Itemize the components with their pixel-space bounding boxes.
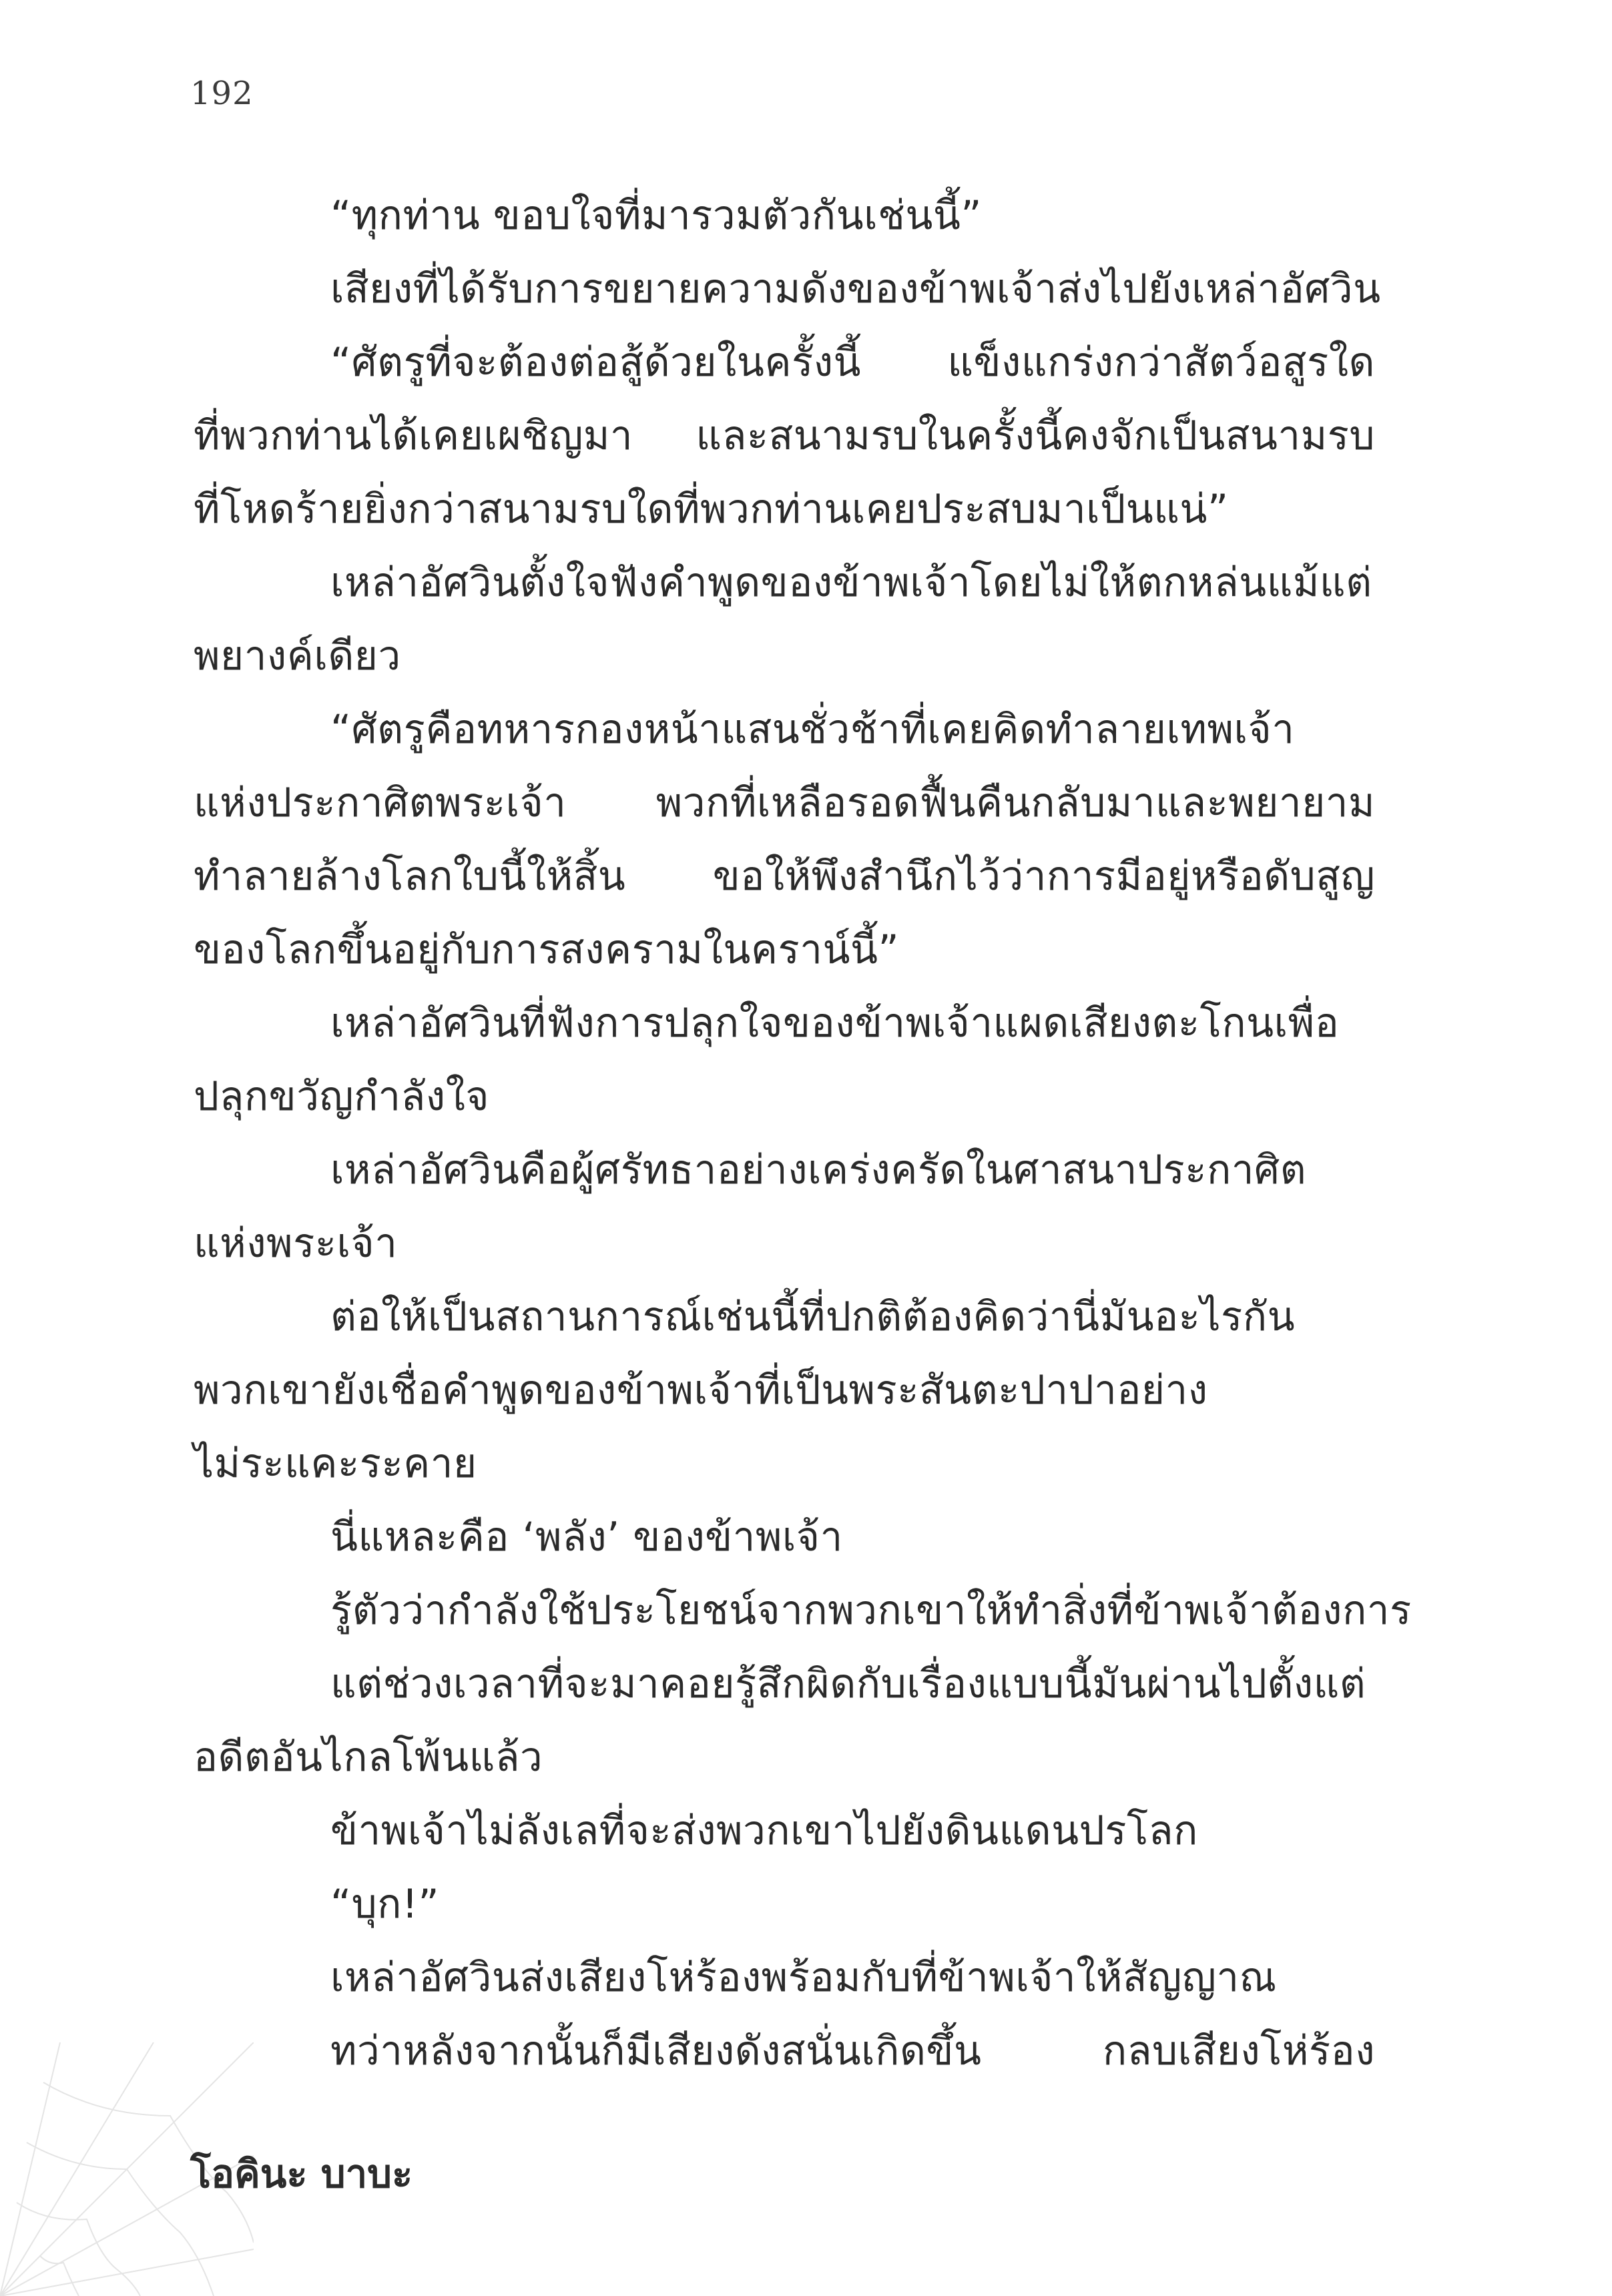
text-line: ของโลกขึ้นอยู่กับการสงครามในคราน์นี้” [194, 926, 900, 973]
text-line: พยางค์เดียว [194, 633, 401, 679]
text-line: พวกเขายังเชื่อคำพูดของข้าพเจ้าที่เป็นพระสันตะปาปาอย่าง [194, 1367, 1208, 1414]
text-line: ต่อให้เป็นสถานการณ์เช่นนี้ที่ปกติต้องคิดว่านี่มันอะไรกัน [330, 1294, 1296, 1340]
text-line: ไม่ระแคะระคาย [194, 1440, 477, 1487]
text-line: ที่โหดร้ายยิ่งกว่าสนามรบใดที่พวกท่านเคยประสบมาเป็นแน่” [194, 486, 1229, 533]
text-line: แห่งประกาศิตพระเจ้า พวกที่เหลือรอดฟื้นคืนกลับมาและพยายาม [194, 780, 1375, 826]
text-line: แต่ช่วงเวลาที่จะมาคอยรู้สึกผิดกับเรื่องแบบนี้มันผ่านไปตั้งแต่ [330, 1661, 1366, 1707]
text-line: เหล่าอัศวินตั้งใจฟังคำพูดของข้าพเจ้าโดยไม่ให้ตกหล่นแม้แต่ [330, 559, 1372, 606]
text-line: “ทุกท่าน ขอบใจที่มารวมตัวกันเช่นนี้” [330, 192, 982, 239]
text-line: “บุก!” [330, 1881, 440, 1928]
text-line: แห่งพระเจ้า [194, 1220, 398, 1267]
text-line: ทำลายล้างโลกใบนี้ให้สิ้น ขอให้พึงสำนึกไว้ว่าการมีอยู่หรือดับสูญ [194, 853, 1375, 900]
text-line: ทว่าหลังจากนั้นก็มีเสียงดังสนั่นเกิดขึ้น กลบเสียงโห่ร้อง [330, 2028, 1375, 2074]
text-line: เหล่าอัศวินส่งเสียงโห่ร้องพร้อมกับที่ข้าพเจ้าให้สัญญาณ [330, 1954, 1277, 2001]
text-line: ข้าพเจ้าไม่ลังเลที่จะส่งพวกเขาไปยังดินแดนปรโลก [330, 1807, 1198, 1854]
text-line: เหล่าอัศวินที่ฟังการปลุกใจของข้าพเจ้าแผดเสียงตะโกนเพื่อ [330, 1000, 1340, 1047]
text-line: รู้ตัวว่ากำลังใช้ประโยชน์จากพวกเขาให้ทำสิ่งที่ข้าพเจ้าต้องการ [330, 1587, 1412, 1634]
text-line: ปลุกขวัญกำลังใจ [194, 1073, 490, 1120]
text-line: “ศัตรูที่จะต้องต่อสู้ด้วยในครั้งนี้ แข็งแกร่งกว่าสัตว์อสูรใด [330, 339, 1375, 386]
body-text [194, 179, 1412, 2088]
text-line: อดีตอันไกลโพ้นแล้ว [194, 1734, 543, 1781]
text-line: นี่แหละคือ ‘พลัง’ ของข้าพเจ้า [330, 1514, 843, 1560]
text-line: “ศัตรูคือทหารกองหน้าแสนชั่วช้าที่เคยคิดทำลายเทพเจ้า [330, 706, 1295, 753]
text-line: ที่พวกท่านได้เคยเผชิญมา และสนามรบในครั้งนี้คงจักเป็นสนามรบ [194, 412, 1375, 459]
author-name: โอคินะ บาบะ [190, 2151, 413, 2197]
page-number: 192 [190, 75, 254, 112]
text-line: เหล่าอัศวินคือผู้ศรัทธาอย่างเคร่งครัดในศาสนาประกาศิต [330, 1147, 1307, 1193]
text-line: เสียงที่ได้รับการขยายความดังของข้าพเจ้าส่งไปยังเหล่าอัศวิน [330, 266, 1381, 312]
